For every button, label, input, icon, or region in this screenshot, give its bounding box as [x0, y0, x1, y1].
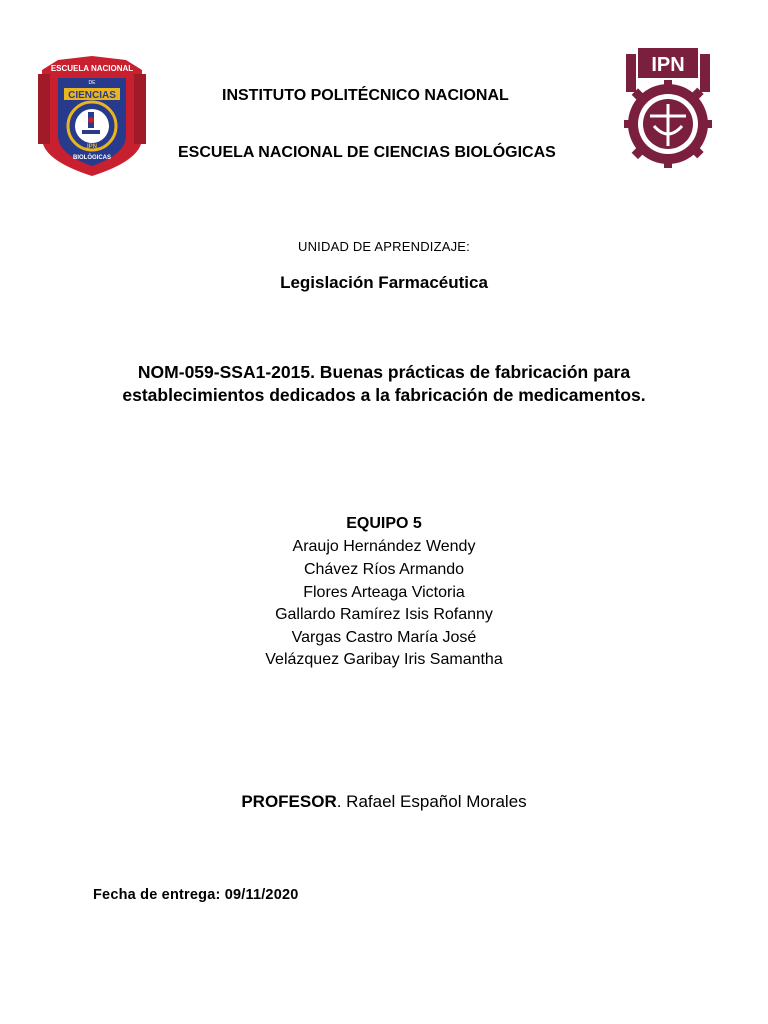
team-member: Flores Arteaga Victoria: [303, 584, 465, 601]
encb-top-text: ESCUELA NACIONAL: [50, 64, 134, 73]
ipn-logo-text: IPN: [651, 54, 685, 76]
team-member: Gallardo Ramírez Isis Rofanny: [275, 606, 493, 623]
professor-line: [0, 792, 768, 812]
ipn-seal-icon: [616, 46, 720, 168]
professor-name: . Rafael Español Morales: [336, 792, 527, 811]
unit-label: UNIDAD DE APRENDIZAJE:: [298, 239, 470, 254]
encb-seal-icon: [38, 56, 146, 178]
document-title-line-1: NOM-059-SSA1-2015. Buenas prácticas de fabricación para: [137, 362, 631, 382]
subject-title: Legislación Farmacéutica: [280, 273, 488, 292]
professor-label: PROFESOR: [241, 792, 337, 811]
document-title-line-2: establecimientos dedicados a la fabricación de medicamentos.: [122, 385, 646, 405]
team-member: Araujo Hernández Wendy: [292, 538, 476, 555]
team-member: Velázquez Garibay Iris Samantha: [265, 651, 503, 668]
institution-name: INSTITUTO POLITÉCNICO NACIONAL: [222, 87, 509, 104]
encb-de-text: DE: [88, 80, 96, 86]
school-name: ESCUELA NACIONAL DE CIENCIAS BIOLÓGICAS: [178, 144, 556, 161]
encb-side-text: BIOLÓGICAS: [72, 155, 112, 161]
team-member: Vargas Castro María José: [291, 629, 477, 646]
encb-ipn-text: IPN: [86, 144, 98, 150]
team-label: EQUIPO 5: [346, 515, 422, 532]
encb-main-text: CIENCIAS: [68, 90, 116, 101]
delivery-date: Fecha de entrega: 09/11/2020: [93, 887, 299, 903]
team-member: Chávez Ríos Armando: [303, 561, 465, 578]
